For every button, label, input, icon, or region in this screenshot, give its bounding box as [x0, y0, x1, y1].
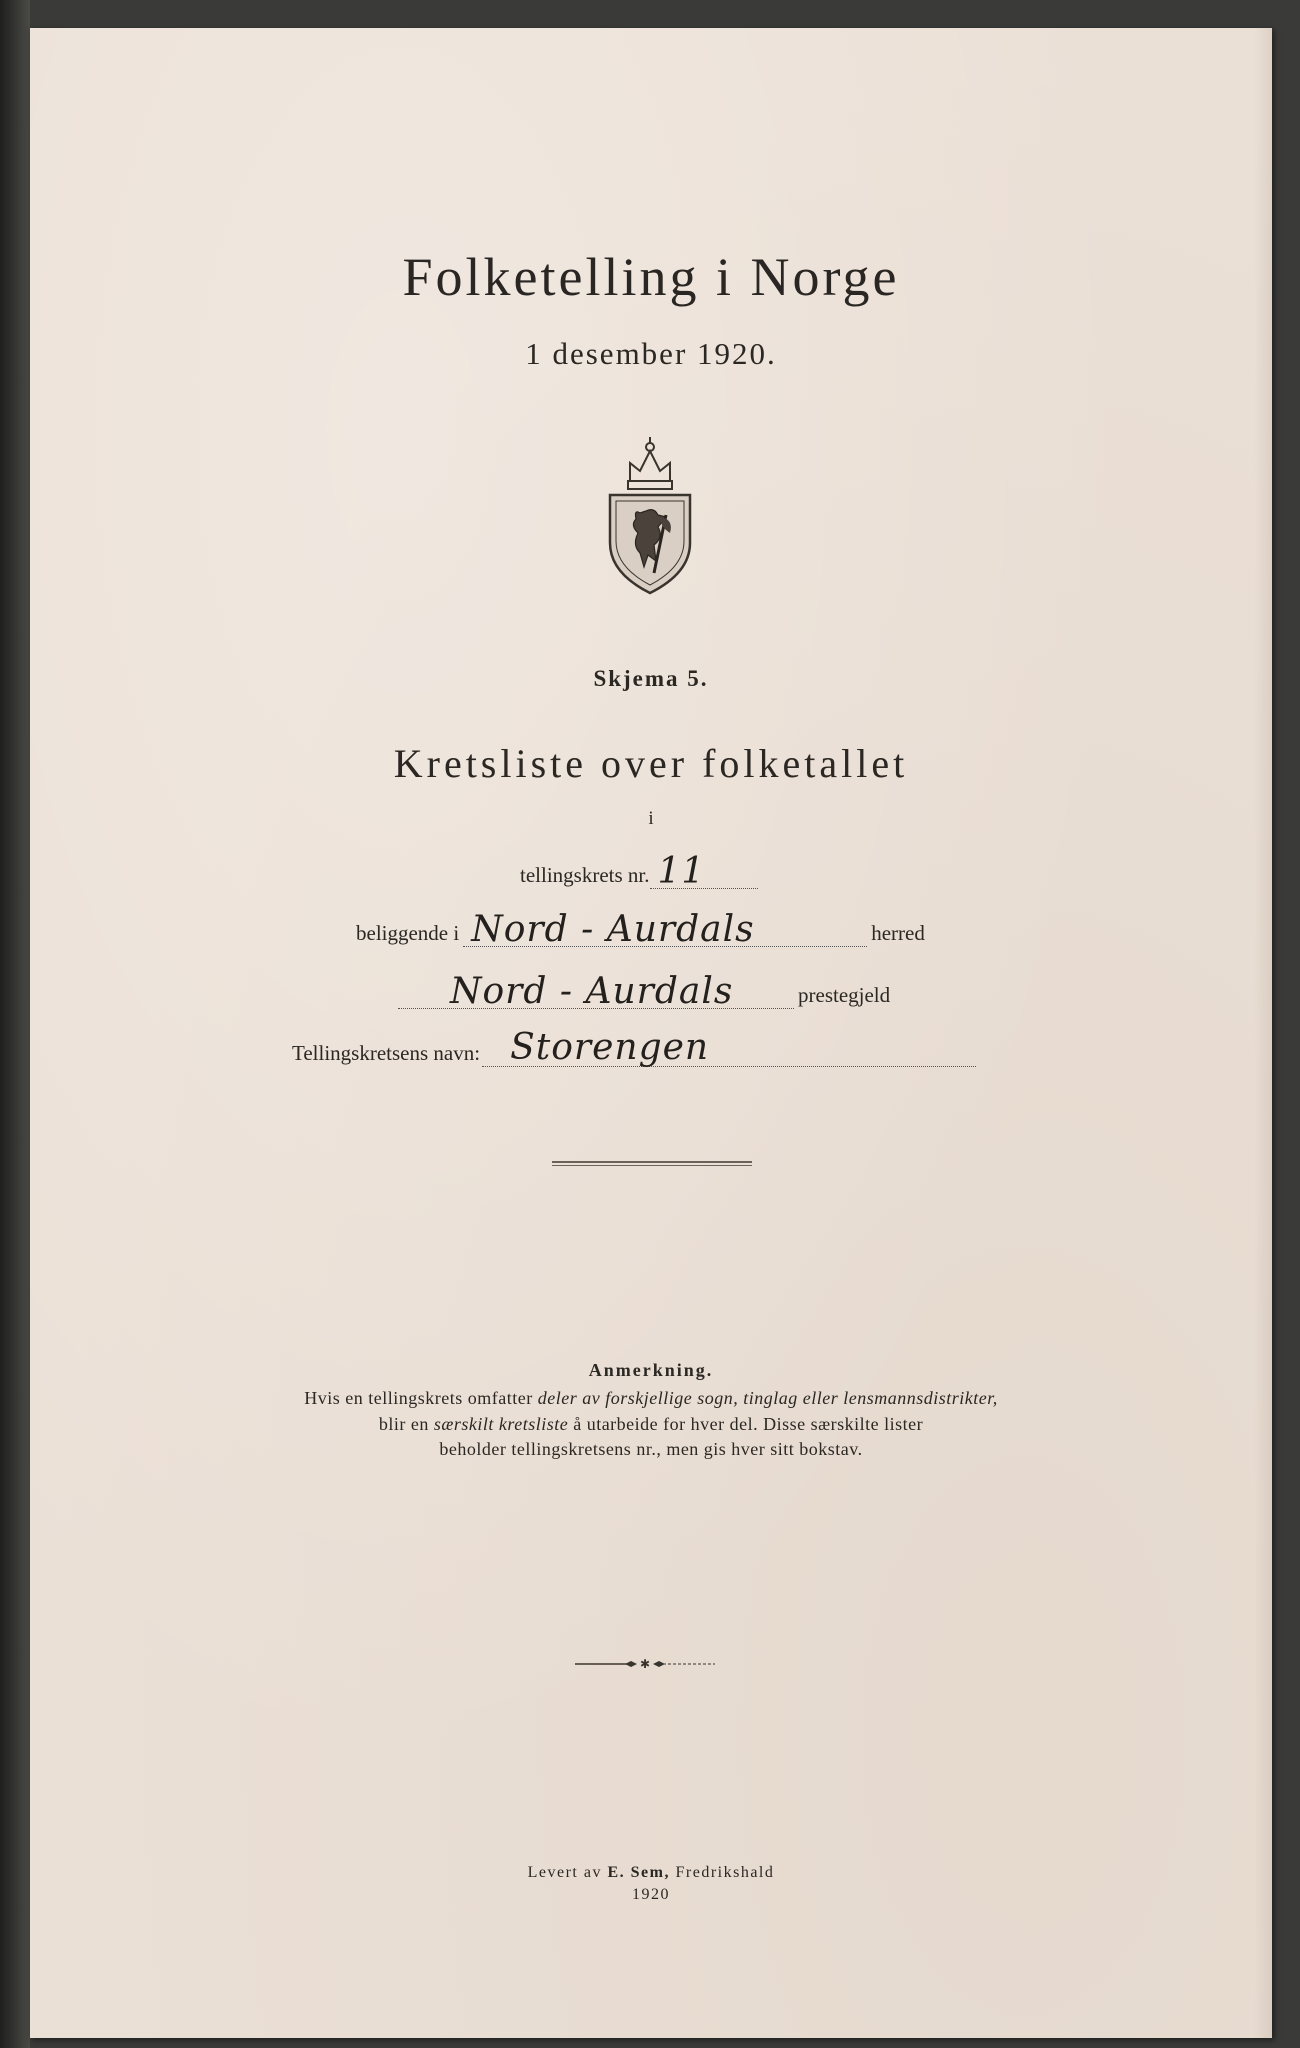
note-line-1: [30, 1388, 1272, 1409]
note-line-2-text-b: å utarbeide for hver del. Disse særskilte lister: [568, 1414, 924, 1434]
section-divider: [552, 1161, 752, 1166]
svg-text:✱: ✱: [639, 1658, 651, 1670]
district-number-value: 11: [657, 851, 706, 892]
district-name-row: [292, 1027, 976, 1068]
district-number-field[interactable]: [650, 851, 758, 892]
list-title: Kretsliste over folketallet: [393, 741, 909, 786]
printer-year: 1920: [632, 1886, 670, 1903]
note-line-1-emphasis: deler av forskjellige sogn, tinglag eller lensmannsdistrikter,: [537, 1388, 998, 1408]
note-heading: Anmerkning.: [588, 1360, 714, 1380]
page-edge-shadow: [1254, 28, 1272, 2038]
note-line-1-text: Hvis en tellingskrets omfatter: [304, 1388, 538, 1408]
note-line-2-emphasis: særskilt kretsliste: [433, 1414, 569, 1434]
note-line-2: [30, 1414, 1272, 1435]
municipality-field[interactable]: [463, 909, 867, 950]
printer-name: E. Sem,: [607, 1864, 670, 1881]
parish-label: prestegjeld: [798, 983, 891, 1007]
census-date: 1 desember 1920.: [525, 336, 777, 371]
scan-edge: [0, 0, 30, 2048]
district-number-label: tellingskrets nr.: [520, 863, 650, 887]
ornament-divider-icon: [575, 1658, 715, 1670]
parish-field[interactable]: [398, 971, 794, 1012]
preposition-i: i: [648, 808, 654, 829]
census-form-page: [30, 28, 1272, 2038]
district-name-label: Tellingskretsens navn:: [292, 1041, 481, 1065]
printer-place: Fredrikshald: [669, 1864, 775, 1881]
parish-value: Nord - Aurdals: [450, 971, 734, 1012]
district-name-field[interactable]: [482, 1027, 976, 1068]
norwegian-coat-of-arms-icon: [600, 433, 700, 598]
page-title: Folketelling i Norge: [402, 247, 900, 307]
parish-row: [398, 971, 891, 1012]
printer-prefix: Levert av: [527, 1864, 608, 1881]
municipality-row: [356, 909, 925, 950]
note-line-2-text-a: blir en: [378, 1414, 434, 1434]
district-name-value: Storengen: [510, 1027, 710, 1068]
municipality-label: beliggende i: [356, 921, 460, 945]
municipality-value: Nord - Aurdals: [471, 909, 755, 950]
note-line-3: beholder tellingskretsens nr., men gis hver sitt bokstav.: [439, 1439, 863, 1459]
district-number-row: [520, 851, 758, 892]
schema-number: Skjema 5.: [593, 666, 709, 691]
herred-label: herred: [871, 921, 925, 945]
printer-credit: [30, 1864, 1272, 1882]
